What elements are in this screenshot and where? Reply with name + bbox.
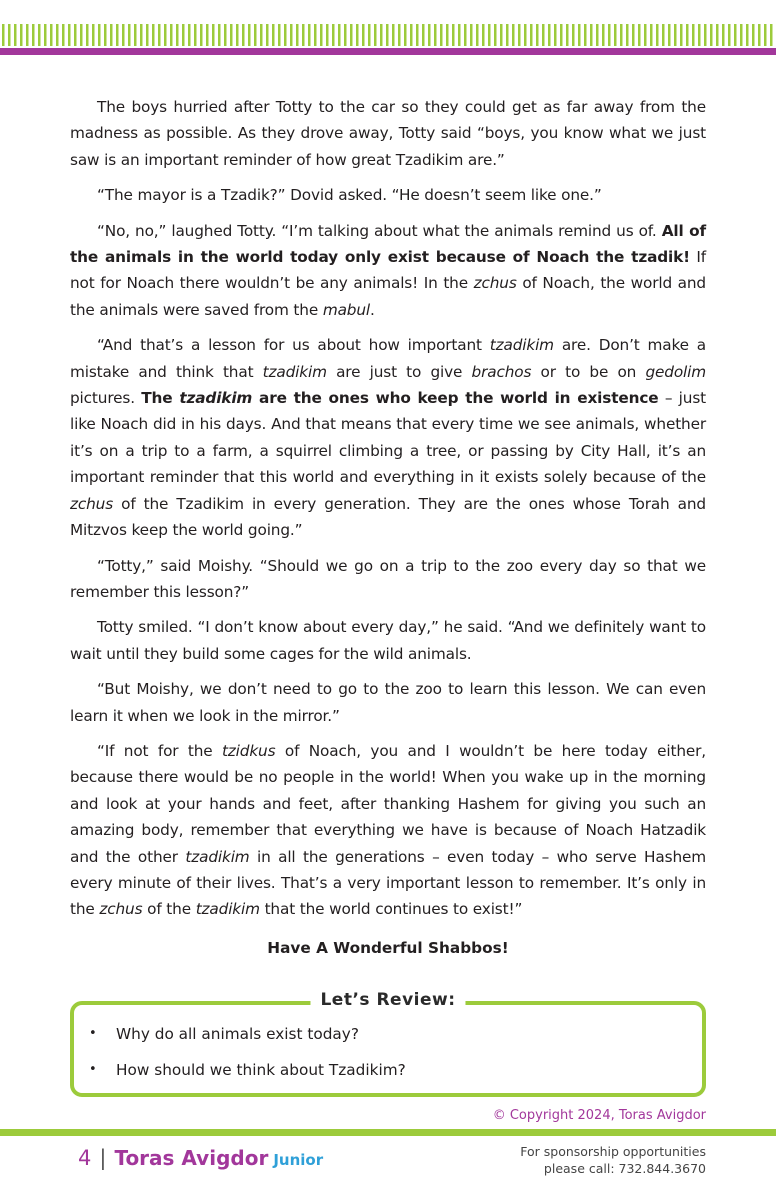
review-box [70,990,706,1097]
sponsor-line: For sponsorship opportunities [520,1144,706,1159]
paragraph: “And that’s a lesson for us about how important tzadikim are. Don’t make a mistake and think that tzadikim are just to give brachos or to be on gedolim pictures. The tzadikim are the ones who keep the world in existence – just like Noach did in his days. And that means that every time we see animals, whether it’s on a trip to a farm, a squirrel climbing a tree, or passing by City Hall, it’s an important reminder that this world and everything in it exists solely because of the zchus of the Tzadikim in every generation. They are the ones whose Torah and Mitzvos keep the world going.” [70,336,707,540]
footer-separator: | [99,1146,107,1170]
copyright-notice: © Copyright 2024, Toras Avigdor [492,1108,706,1123]
bullet-icon: • [89,1062,97,1077]
paragraph: The boys hurried after Totty to the car so they could get as far away from the madness as possible. As they drove away, Totty said “boys, you know what we just saw is an important reminder of how great Tzadikim are.” [70,98,706,169]
paragraph: “The mayor is a Tzadik?” Dovid asked. “He doesn’t seem like one.” [97,186,602,205]
bottom-green-bar [0,1129,776,1136]
story-text [70,94,706,957]
paragraph: “But Moishy, we don’t need to go to the zoo to learn this lesson. We can even learn it when we look in the mirror.” [70,680,706,725]
page-number: 4 [78,1146,92,1170]
paragraph: Totty smiled. “I don’t know about every day,” he said. “And we definitely want to wait until they build some cages for the wild animals. [70,618,706,663]
review-list [74,1005,702,1079]
top-stripe-pattern [0,24,776,46]
brand-logo-text: Toras Avigdor [114,1146,269,1170]
footer-brand [78,1146,323,1170]
paragraph: “Totty,” said Moishy. “Should we go on a trip to the zoo every day so that we remember this lesson?” [70,556,706,601]
sponsor-phone: please call: 732.844.3670 [543,1161,706,1176]
paragraph: “If not for the tzidkus of Noach, you and I wouldn’t be here today either, because there would be no people in the world! When you wake up in the morning and look at your hands and feet, after thanking Hashem for giving you such an amazing body, remember that everything we have is because of Noach Hatzadik and the other tzadikim in all the generations – even today – who serve Hashem every minute of their lives. That’s a very important lesson to remember. It’s only in the zchus of the tzadikim that the world continues to exist!” [70,741,707,919]
brand-logo-sub: Junior [273,1151,324,1169]
paragraph: “No, no,” laughed Totty. “I’m talking about what the animals remind us of. All of the animals in the world today only exist because of Noach the tzadik! If not for Noach there wouldn’t be any animals! In the zchus of Noach, the world and the animals were saved from the mabul. [70,221,706,319]
review-question: • How should we think about Tzadikim? [89,1061,406,1079]
review-title: Let’s Review: [310,990,465,1010]
closing-greeting: Have A Wonderful Shabbos! [267,938,509,957]
bullet-icon: • [89,1026,97,1041]
sponsor-info [520,1143,706,1177]
top-purple-bar [0,48,776,55]
review-question: • Why do all animals exist today? [89,1025,359,1043]
